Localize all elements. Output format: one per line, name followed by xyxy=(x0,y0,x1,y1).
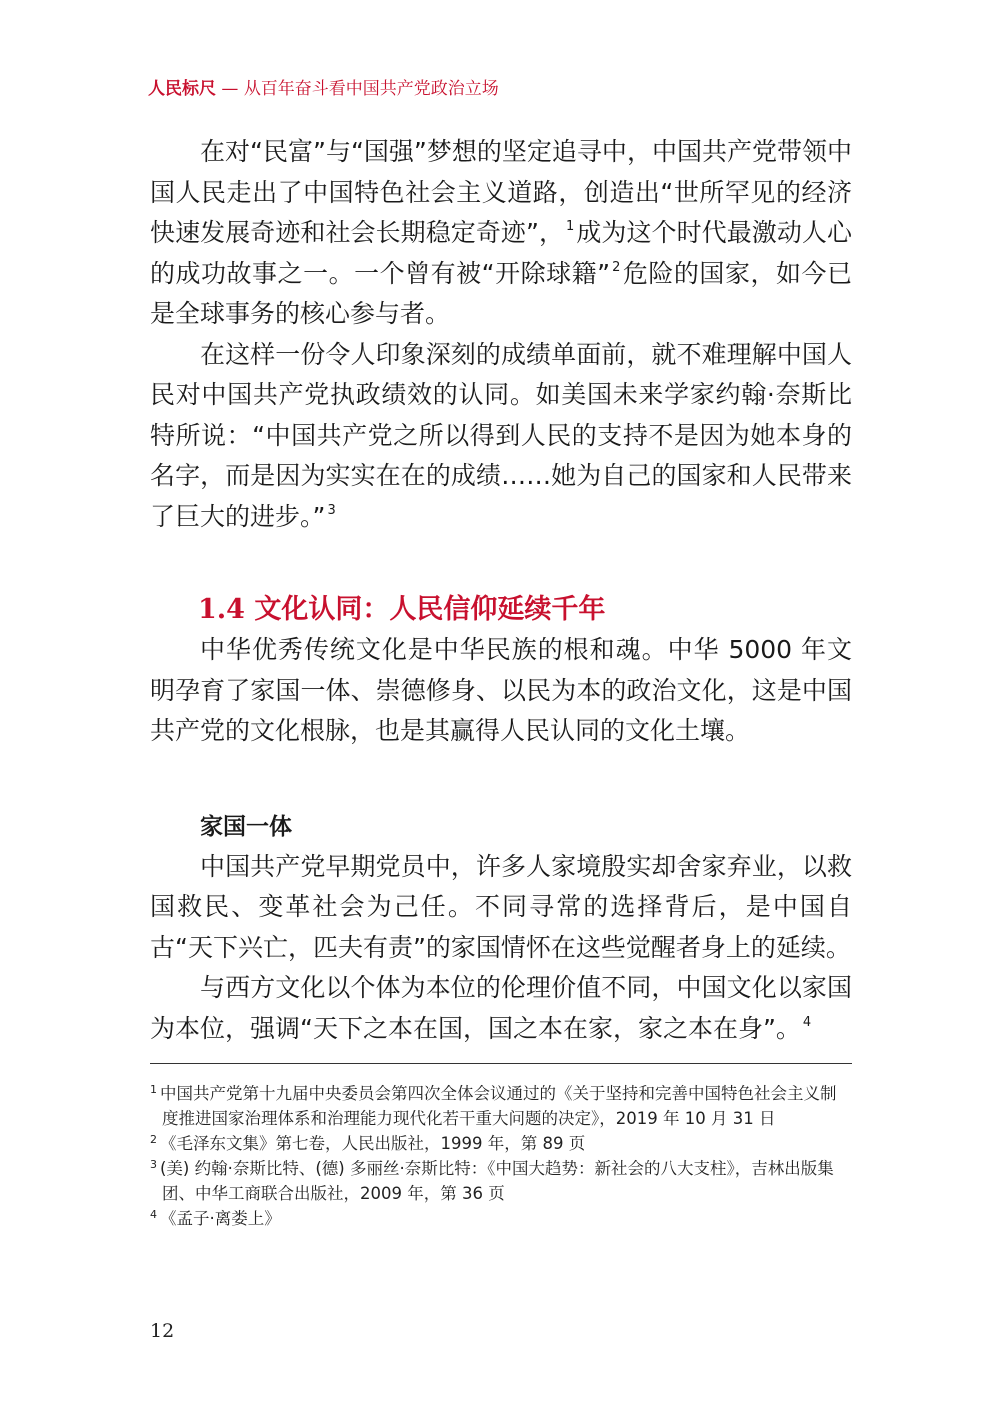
footnote-text: (美) 约翰·奈斯比特、(德) 多丽丝·奈斯比特：《中国大趋势：新社会的八大支柱》，吉林出版集团、中华工商联合出版社，2009 年，第 36 页 xyxy=(160,1159,834,1203)
footnote-text: 《孟子·离娄上》 xyxy=(160,1209,281,1228)
footnote-ref-2[interactable]: 2 xyxy=(612,259,621,275)
paragraph-1 xyxy=(150,132,852,335)
body-text xyxy=(150,132,852,1049)
footnotes xyxy=(150,1081,852,1231)
footnote-2 xyxy=(150,1131,852,1156)
footnote-number: 2 xyxy=(150,1133,157,1146)
footnote-divider xyxy=(150,1063,852,1064)
paragraph-5-part-a: 与西方文化以个体为本位的伦理价值不同，中国文化以家国为本位，强调“天下之本在国，国之本在家，家之本在身”。 xyxy=(150,973,852,1043)
paragraph-1-part-a: 在对“民富”与“国强”梦想的坚定追寻中，中国共产党带领中国人民走出了中国特色社会主义道路，创造出“世所罕见的经济快速发展奇迹和社会长期稳定奇迹”， xyxy=(150,137,852,247)
header-subtitle: 从百年奋斗看中国共产党政治立场 xyxy=(243,79,499,99)
page-number: 12 xyxy=(150,1320,175,1342)
footnote-text: 中国共产党第十九届中央委员会第四次全体会议通过的《关于坚持和完善中国特色社会主义制度推进国家治理体系和治理能力现代化若干重大问题的决定》，2019 年 10 月 31 日 xyxy=(160,1084,837,1128)
paragraph-3: 中华优秀传统文化是中华民族的根和魂。中华 5000 年文明孕育了家国一体、崇德修身、以民为本的政治文化，这是中国共产党的文化根脉，也是其赢得人民认同的文化土壤。 xyxy=(150,635,852,745)
footnote-3 xyxy=(150,1156,852,1206)
footnote-4 xyxy=(150,1206,852,1231)
header-dash: — xyxy=(221,79,239,99)
header-brand: 人民标尺 xyxy=(148,79,216,99)
running-header xyxy=(148,74,499,99)
footnote-number: 4 xyxy=(150,1208,157,1221)
paragraph-2 xyxy=(150,335,852,538)
footnote-number: 1 xyxy=(150,1083,157,1096)
footnote-ref-3[interactable]: 3 xyxy=(327,502,336,518)
section-title: 1.4 文化认同：人民信仰延续千年 xyxy=(198,594,606,625)
footnote-text: 《毛泽东文集》第七卷，人民出版社，1999 年，第 89 页 xyxy=(160,1134,586,1153)
paragraph-4: 中国共产党早期党员中，许多人家境殷实却舍家弃业，以救国救民、变革社会为己任。不同寻常的选择背后，是中国自古“天下兴亡，匹夫有责”的家国情怀在这些觉醒者身上的延续。 xyxy=(150,851,852,962)
footnote-number: 3 xyxy=(150,1158,157,1171)
paragraph-2-part-a: 在这样一份令人印象深刻的成绩单面前，就不难理解中国人民对中国共产党执政绩效的认同。如美国未来学家约翰·奈斯比特所说：“中国共产党之所以得到人民的支持不是因为她本身的名字，而是因为实实在在的成绩……她为自己的国家和人民带来了巨大的进步。” xyxy=(150,339,852,531)
subsection-title: 家国一体 xyxy=(200,813,292,840)
footnote-1 xyxy=(150,1081,852,1131)
paragraph-1-part-c: 危险的国家，如今已是全球事务的核心参与者。 xyxy=(150,258,852,328)
footnote-ref-1[interactable]: 1 xyxy=(566,219,575,234)
paragraph-5 xyxy=(150,968,852,1049)
footnote-ref-4[interactable]: 4 xyxy=(802,1014,812,1030)
paragraph-1-part-b: 成为这个时代最激动人心的成功故事之一。一个曾有被“开除球籍” xyxy=(150,218,852,288)
